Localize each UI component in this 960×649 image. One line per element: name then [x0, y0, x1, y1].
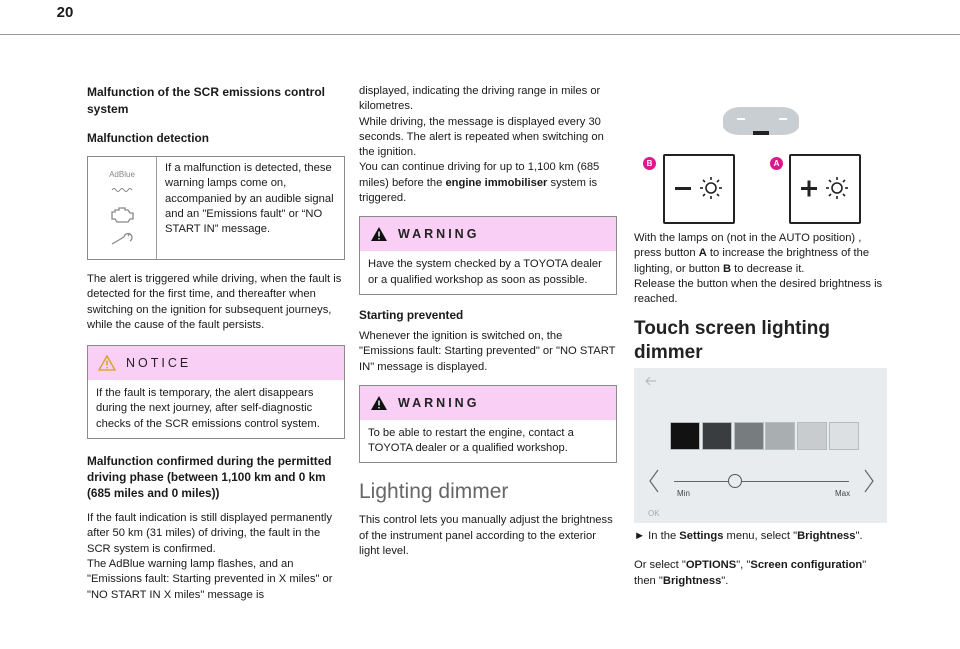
- slider-max-label: Max: [835, 489, 851, 498]
- brightness-swatch-2[interactable]: [702, 422, 732, 450]
- confirmed-paragraph: If the fault indication is still displayed permanently after 50 km (31 miles) of driving, the fault in the SCR system is confirmed.: [87, 512, 333, 555]
- column-1: [87, 84, 345, 603]
- alert-paragraph: The alert is triggered while driving, when the fault is detected for the first time, and thereafter when switching on the ignition for subsequent journeys, while the cause of the fault persists.: [87, 273, 342, 331]
- notice-title: NOTICE: [126, 356, 192, 371]
- brightness-swatch-4[interactable]: [765, 422, 795, 450]
- brightness-swatch-1[interactable]: [670, 422, 700, 450]
- header-divider: [0, 34, 960, 35]
- warning-box-1: [359, 216, 617, 295]
- brightness-swatch-3[interactable]: [734, 422, 764, 450]
- notice-box: [87, 345, 345, 439]
- chevron-right-icon[interactable]: [863, 468, 875, 494]
- chevron-left-icon[interactable]: [648, 468, 660, 494]
- brightness-swatch-5[interactable]: [797, 422, 827, 450]
- notice-triangle-icon: [98, 355, 116, 371]
- badge-a: A: [770, 157, 783, 170]
- dimmer-description: This control lets you manually adjust the brightness of the instrument panel according to the exterior light level.: [359, 514, 613, 558]
- immobiliser-paragraph: You can continue driving for up to 1,100 km (685 miles) before the engine immobiliser system is triggered.: [359, 161, 600, 205]
- brightness-slider-track[interactable]: [674, 481, 849, 482]
- warning-triangle-icon: [370, 395, 388, 411]
- repeat-paragraph: While driving, the message is displayed every 30 seconds. The alert is repeated when switching on the ignition.: [359, 115, 604, 159]
- starting-prevented-paragraph: Whenever the ignition is switched on, the "Emissions fault: Starting prevented" or "NO START IN" message is displayed.: [359, 329, 616, 373]
- adblue-flash-paragraph: The AdBlue warning lamp flashes, and an "Emissions fault: Starting prevented in X miles" or "NO START IN X miles" message is: [87, 557, 333, 601]
- instrument-panel-icon: [717, 103, 805, 137]
- brightness-slider-handle[interactable]: [728, 474, 742, 488]
- subheading-detection: Malfunction detection: [87, 131, 209, 145]
- brightness-swatch-6[interactable]: [829, 422, 859, 450]
- release-paragraph: Release the button when the desired brightness is reached.: [634, 277, 883, 306]
- lamps-description: If a malfunction is detected, these warning lamps come on, accompanied by an audible signal and an "Emissions fault" or “NO START IN” message.: [165, 162, 334, 236]
- warning-title-1: WARNING: [398, 227, 480, 242]
- section-title-lighting-dimmer: Lighting dimmer: [359, 480, 509, 504]
- lamp-icons: [88, 157, 157, 259]
- notice-text: If the fault is temporary, the alert disappears during the next journey, after self-diagnostic checks of the SCR emissions control system.: [96, 387, 320, 430]
- decrease-brightness-button[interactable]: [663, 154, 735, 224]
- options-paragraph: Or select "OPTIONS", "Screen configuration" then "Brightness".: [634, 559, 867, 587]
- section-title-touch-screen: Touch screen lighting dimmer: [634, 318, 830, 364]
- brightness-screen: [634, 368, 887, 523]
- settings-step: ► In the Settings menu, select "Brightness".: [634, 530, 863, 542]
- warning-header-2: [360, 386, 616, 420]
- warning-box-2: [359, 385, 617, 464]
- column-3-bottom: [634, 529, 889, 589]
- warning-text-1: Have the system checked by a TOYOTA dealer or a qualified workshop as soon as possible.: [368, 258, 602, 286]
- notice-header: [88, 346, 344, 380]
- column-3: [634, 231, 889, 365]
- badge-b: B: [643, 157, 656, 170]
- back-arrow-icon[interactable]: [644, 376, 662, 386]
- heading-confirmed: Malfunction confirmed during the permitted driving phase (between 1,100 km and 0 km (685 miles and 0 miles)): [87, 454, 332, 501]
- warning-text-2: To be able to restart the engine, contact a TOYOTA dealer or a qualified workshop.: [368, 426, 574, 455]
- ok-button[interactable]: OK: [648, 509, 660, 518]
- warning-title-2: WARNING: [398, 395, 480, 410]
- slider-min-label: Min: [677, 489, 690, 498]
- increase-brightness-button[interactable]: [789, 154, 861, 224]
- engine-icon: [109, 205, 135, 225]
- warning-triangle-icon: [370, 226, 388, 242]
- wrench-icon: [110, 232, 134, 246]
- section-heading-scr: Malfunction of the SCR emissions control system: [87, 85, 326, 116]
- warning-header-1: [360, 217, 616, 251]
- page-number: 20: [56, 4, 74, 21]
- column-2: [359, 84, 617, 559]
- buttons-paragraph: With the lamps on (not in the AUTO position) , press button A to increase the brightness of the lighting, or button B to decrease it.: [634, 232, 870, 275]
- range-paragraph: displayed, indicating the driving range in miles or kilometres.: [359, 85, 601, 113]
- subheading-starting-prevented: Starting prevented: [359, 307, 464, 322]
- adblue-icon: AdBlue: [109, 170, 135, 197]
- warning-lamps-box: [87, 156, 345, 260]
